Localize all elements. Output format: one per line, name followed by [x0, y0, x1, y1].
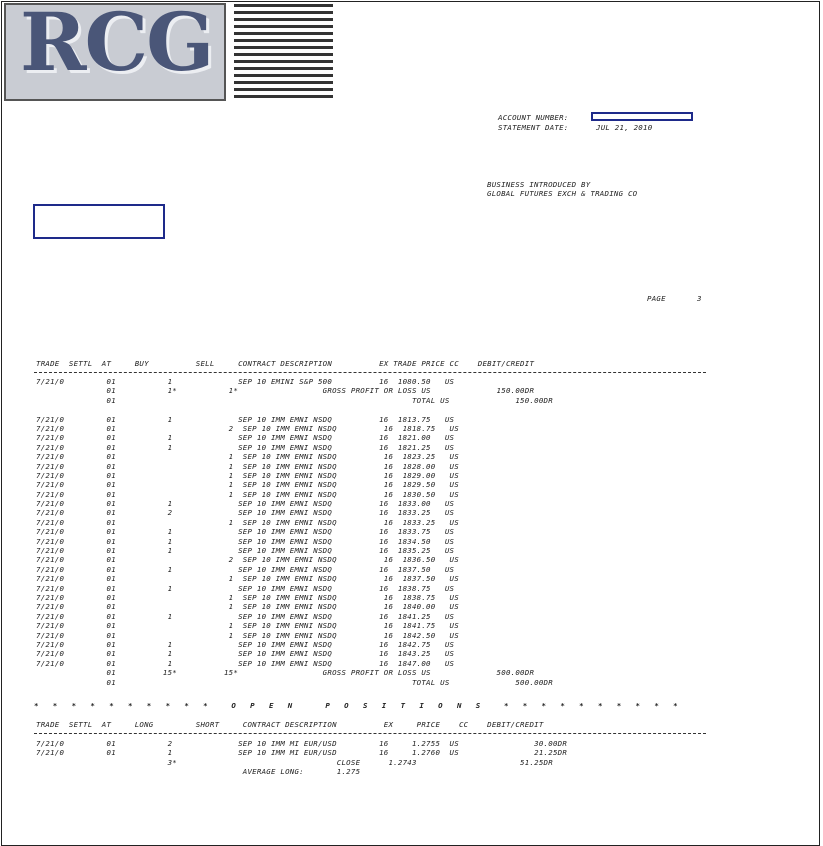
account-number-label: ACCOUNT NUMBER:: [498, 113, 569, 122]
trade-row: 7/21/0 01 1 SEP 10 IMM EMNI NSDQ 16 1821.00 US: [36, 433, 455, 443]
rcg-logo: [4, 0, 226, 101]
trade-row: 7/21/0 01 1 SEP 10 IMM EMNI NSDQ 16 1840.00 US: [36, 602, 459, 612]
position-row: 7/21/0 01 1 SEP 10 IMM MI EUR/USD 16 1.2760 US 21.25DR: [36, 748, 568, 758]
trades-table: [36, 377, 553, 687]
redacted-address-box: [33, 204, 165, 239]
trade-row: 7/21/0 01 1 SEP 10 IMM EMNI NSDQ 16 1830.50 US: [36, 489, 459, 499]
trade-row: 7/21/0 01 2 SEP 10 IMM EMNI NSDQ 16 1836.50 US: [36, 555, 459, 565]
logo-text: RCG: [20, 0, 213, 89]
open-positions-banner: * * * * * * * * * * O P E N P O S I T I O N S * * * * * * * * * *: [34, 701, 678, 710]
positions-header: TRADE SETTL AT LONG SHORT CONTRACT DESCRIPTION EX PRICE CC DEBIT/CREDIT: [36, 720, 544, 729]
logo-stripes: [234, 4, 333, 101]
trade-row: 7/21/0 01 1 SEP 10 IMM EMNI NSDQ 16 1813.75 US: [36, 414, 455, 424]
page-label: PAGE: [647, 294, 666, 303]
introduced-by-line2: GLOBAL FUTURES EXCH & TRADING CO: [487, 189, 638, 198]
trade-row: 7/21/0 01 1 SEP 10 IMM EMNI NSDQ 16 1823.25 US: [36, 452, 459, 462]
positions-header-underline: [34, 733, 706, 734]
trade-row: 7/21/0 01 1 SEP 10 IMM EMNI NSDQ 16 1842.75 US: [36, 639, 455, 649]
trade-row: 01 TOTAL US 500.00DR: [36, 677, 553, 687]
trade-row: 7/21/0 01 1 SEP 10 IMM EMNI NSDQ 16 1834.50 US: [36, 536, 455, 546]
trade-row: 7/21/0 01 1 SEP 10 IMM EMNI NSDQ 16 1833.75 US: [36, 527, 455, 537]
trade-row: 7/21/0 01 1 SEP 10 IMM EMNI NSDQ 16 1829.50 US: [36, 480, 459, 490]
trades-header-underline: [34, 372, 706, 373]
trade-row: 7/21/0 01 1 SEP 10 EMINI S&P 500 16 1080.50 US: [36, 377, 455, 386]
statement-date-value: JUL 21, 2010: [596, 123, 653, 132]
trade-row: 7/21/0 01 1 SEP 10 IMM EMNI NSDQ 16 1841.25 US: [36, 611, 455, 621]
trade-row: 7/21/0 01 1 SEP 10 IMM EMNI NSDQ 16 1837.50 US: [36, 574, 459, 584]
trade-row: 01 1* 1* GROSS PROFIT OR LOSS US 150.00DR: [36, 386, 535, 396]
trade-row: 7/21/0 01 1 SEP 10 IMM EMNI NSDQ 16 1821.25 US: [36, 442, 455, 452]
statement-date-label: STATEMENT DATE:: [498, 123, 569, 132]
trade-row: 7/21/0 01 1 SEP 10 IMM EMNI NSDQ 16 1833.25 US: [36, 517, 459, 527]
trade-row: 01 TOTAL US 150.00DR: [36, 395, 553, 405]
page-number: 3: [697, 294, 702, 303]
trade-row: 7/21/0 01 1 SEP 10 IMM EMNI NSDQ 16 1837.50 US: [36, 564, 455, 574]
redacted-account-number: [591, 112, 693, 121]
trade-row: 7/21/0 01 1 SEP 10 IMM EMNI NSDQ 16 1835.25 US: [36, 546, 455, 556]
trade-row: 7/21/0 01 1 SEP 10 IMM EMNI NSDQ 16 1842.50 US: [36, 630, 459, 640]
trade-row: 01 15* 15* GROSS PROFIT OR LOSS US 500.00DR: [36, 668, 535, 678]
position-row: 7/21/0 01 2 SEP 10 IMM MI EUR/USD 16 1.2755 US 30.00DR: [36, 739, 568, 748]
trade-row: 7/21/0 01 1 SEP 10 IMM EMNI NSDQ 16 1838.75 US: [36, 592, 459, 602]
position-row: AVERAGE LONG: 1.275: [36, 767, 361, 777]
trades-header: TRADE SETTL AT BUY SELL CONTRACT DESCRIPTION EX TRADE PRICE CC DEBIT/CREDIT: [36, 359, 535, 368]
trade-row: 7/21/0 01 1 SEP 10 IMM EMNI NSDQ 16 1833.00 US: [36, 499, 455, 509]
position-row: 3* CLOSE 1.2743 51.25DR: [36, 757, 553, 767]
trade-row: 7/21/0 01 1 SEP 10 IMM EMNI NSDQ 16 1843.25 US: [36, 649, 455, 659]
trade-row: 7/21/0 01 2 SEP 10 IMM EMNI NSDQ 16 1818.75 US: [36, 423, 459, 433]
trade-row: 7/21/0 01 1 SEP 10 IMM EMNI NSDQ 16 1847.00 US: [36, 658, 455, 668]
trade-row: 7/21/0 01 1 SEP 10 IMM EMNI NSDQ 16 1841.75 US: [36, 621, 459, 631]
trade-row: [36, 405, 553, 414]
trade-row: 7/21/0 01 1 SEP 10 IMM EMNI NSDQ 16 1829.00 US: [36, 470, 459, 480]
trade-row: 7/21/0 01 1 SEP 10 IMM EMNI NSDQ 16 1828.00 US: [36, 461, 459, 471]
trade-row: 7/21/0 01 2 SEP 10 IMM EMNI NSDQ 16 1833.25 US: [36, 508, 455, 518]
introduced-by-line1: BUSINESS INTRODUCED BY: [487, 180, 591, 189]
trade-row: 7/21/0 01 1 SEP 10 IMM EMNI NSDQ 16 1838.75 US: [36, 583, 455, 593]
positions-table: [36, 739, 567, 777]
